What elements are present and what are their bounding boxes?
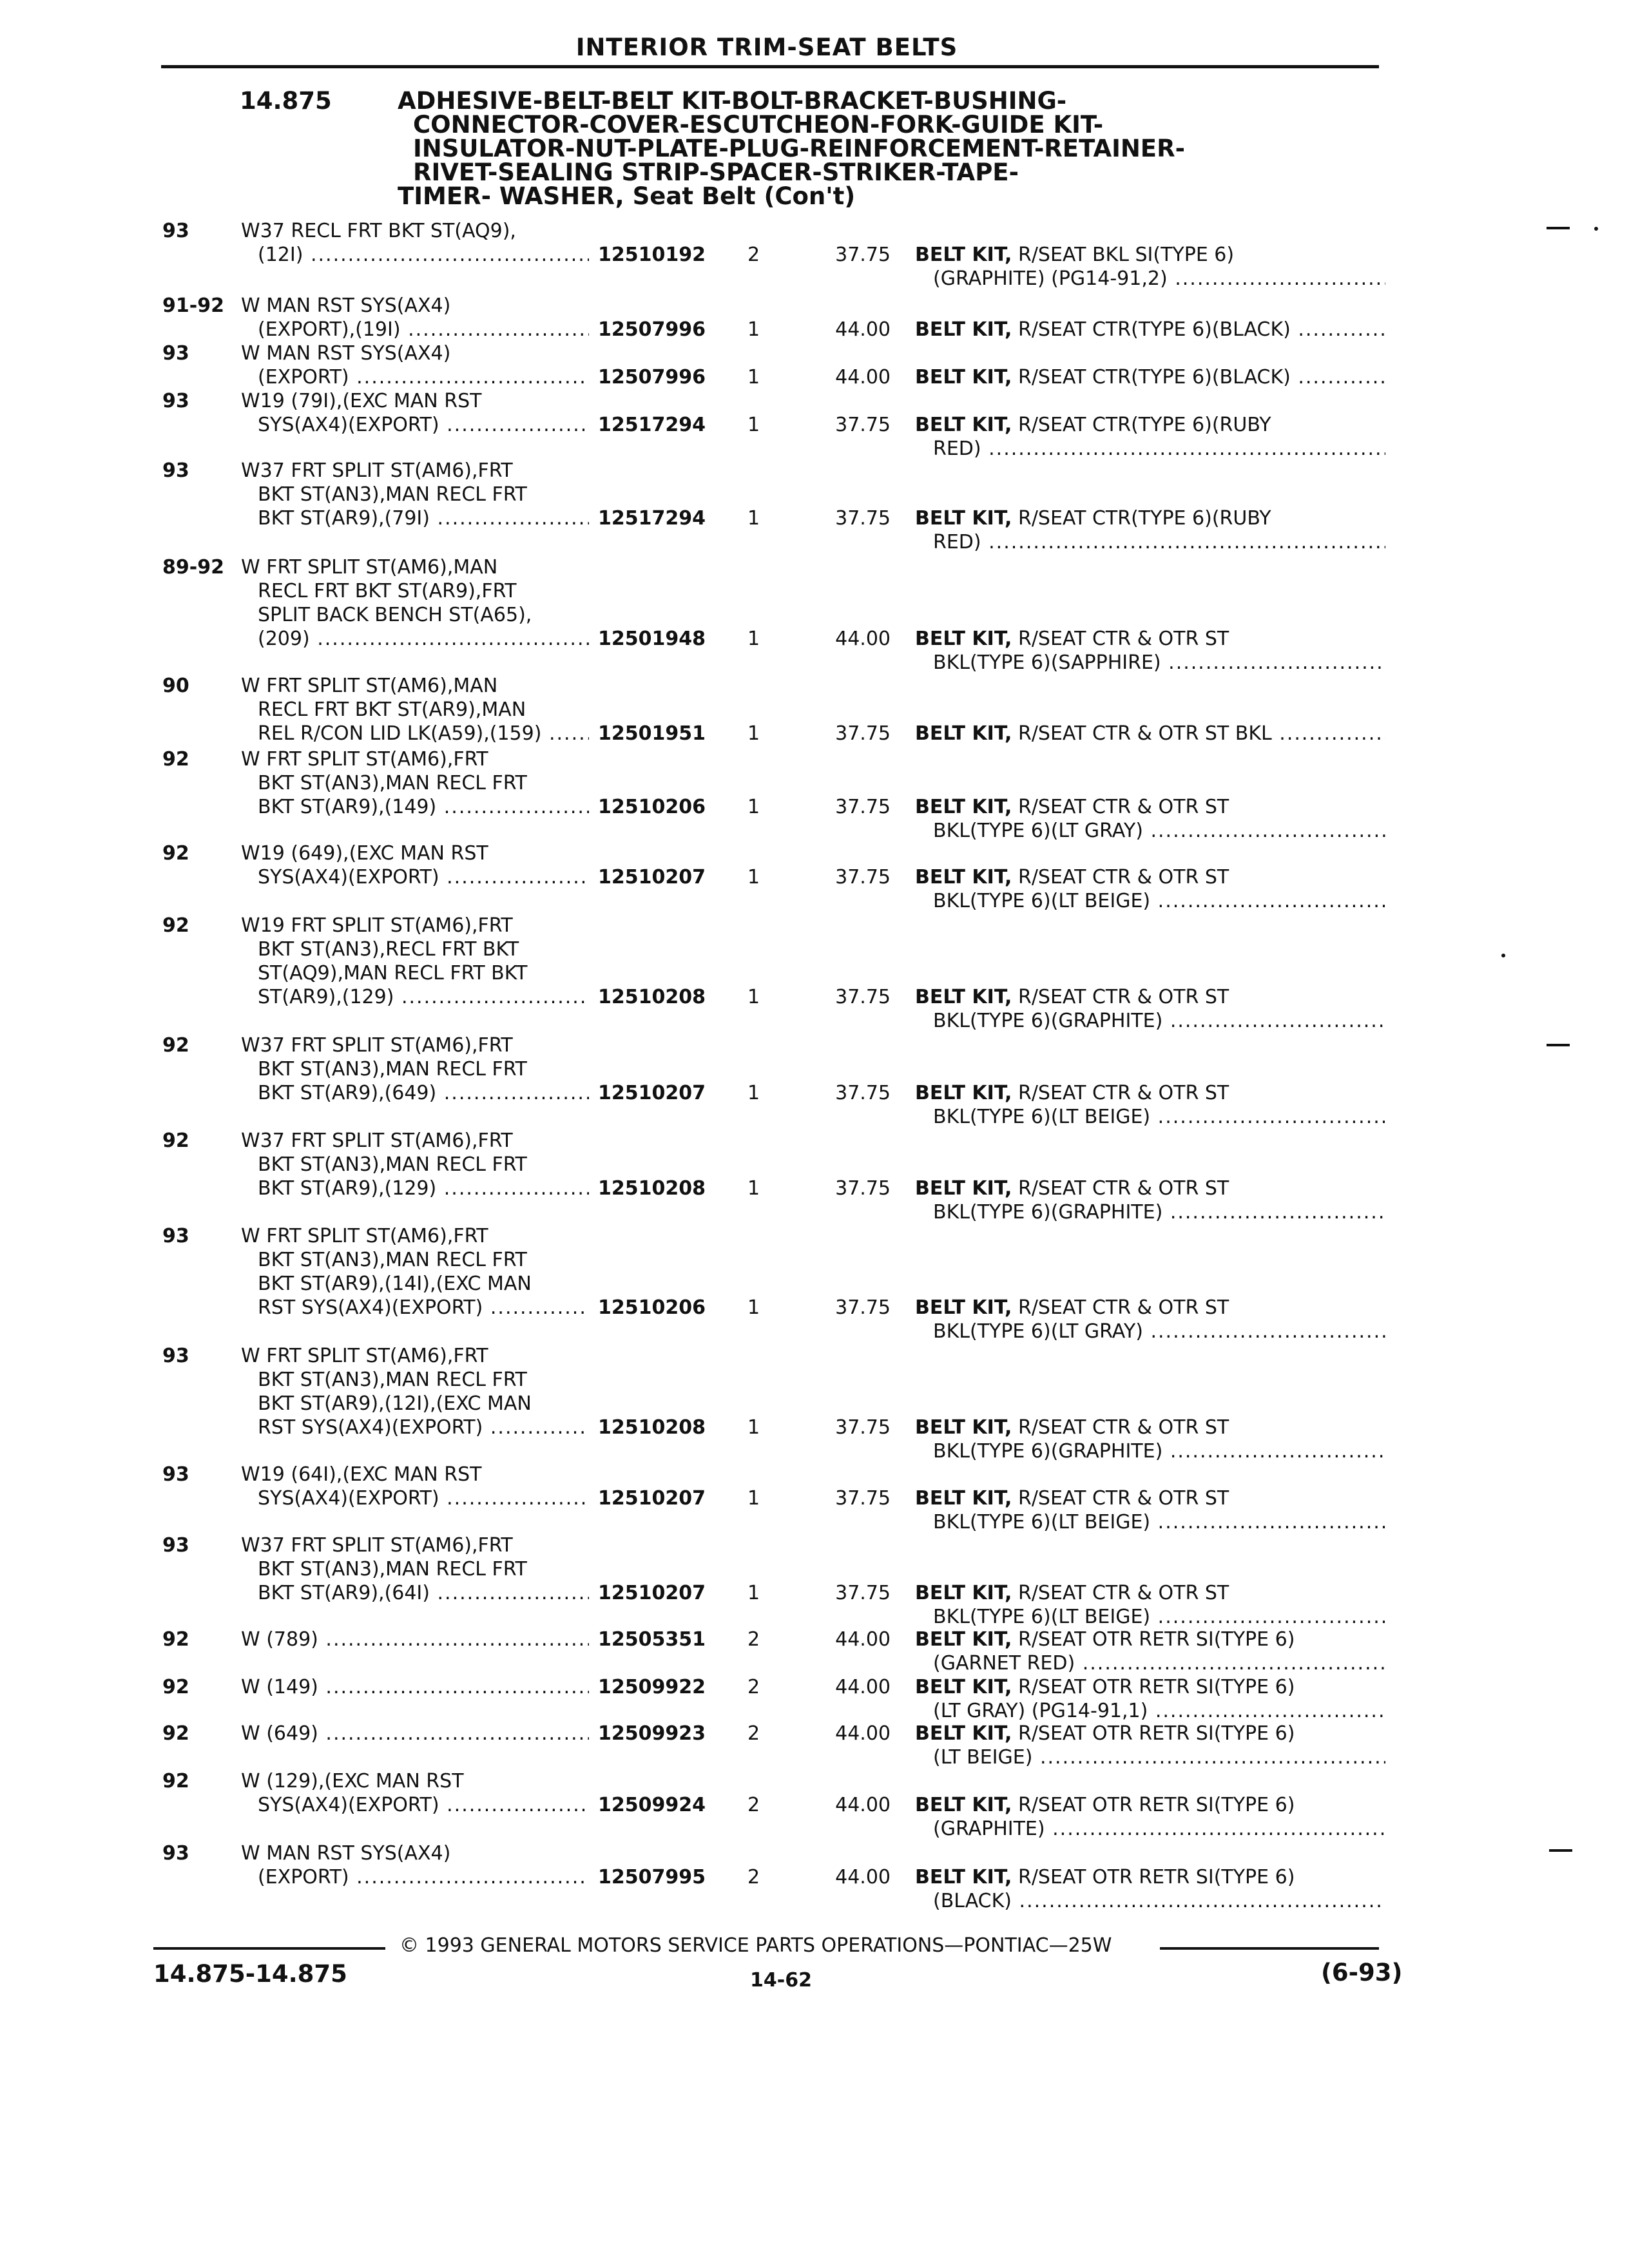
part-name [915,413,1385,461]
usage-line: W37 FRT SPLIT ST(AM6),FRT [241,1534,513,1557]
usage-line: SYS(AX4)(EXPORT) ..... [241,865,589,889]
scan-mark [1547,1044,1570,1046]
part-name-line: (GRAPHITE) ..... [915,1817,1385,1841]
quantity: 1 [747,507,760,530]
price: 44.00 [835,318,891,341]
usage-line: W37 FRT SPLIT ST(AM6),FRT [241,1034,513,1057]
quantity: 1 [747,1416,760,1439]
usage-line: W FRT SPLIT ST(AM6),FRT [241,1225,488,1247]
part-name-bold: BELT KIT, [915,628,1012,650]
part-name-bold: BELT KIT, [915,244,1012,266]
model-year: 92 [162,1770,189,1792]
usage-line: W (789) ..... [241,1628,589,1651]
part-name-text: R/SEAT CTR & OTR ST [1017,986,1229,1008]
part-name [915,1416,1385,1463]
part-name-bold: BELT KIT, [915,986,1012,1008]
usage-description [241,1628,589,1651]
usage-line: W (129),(EXC MAN RST [241,1770,464,1792]
part-name-bold: BELT KIT, [915,507,1012,530]
section-title-line: TIMER- WASHER, Seat Belt (Con't) [398,182,856,210]
part-name [915,1793,1385,1841]
price: 37.75 [835,1487,891,1510]
part-name [915,1581,1385,1629]
price: 37.75 [835,1582,891,1604]
price: 37.75 [835,1416,891,1439]
part-name-line: (GARNET RED) ..... [915,1651,1385,1675]
model-year: 93 [162,1345,189,1367]
model-year: 93 [162,1463,189,1486]
usage-description [241,1841,589,1889]
scan-mark [1547,227,1570,229]
model-year: 90 [162,675,189,697]
part-number: 12510208 [598,986,706,1008]
usage-line: W (649) ..... [241,1722,589,1745]
part-name-bold: BELT KIT, [915,1582,1012,1604]
usage-description [241,841,589,889]
price: 37.75 [835,414,891,436]
part-name-text: R/SEAT OTR RETR SI(TYPE 6) [1017,1794,1295,1816]
usage-description [241,1722,589,1745]
part-name-bold: BELT KIT, [915,796,1012,818]
usage-line: W FRT SPLIT ST(AM6),FRT [241,1345,488,1367]
part-name [915,985,1385,1033]
quantity: 1 [747,1582,760,1604]
usage-line: SYS(AX4)(EXPORT) ..... [241,1793,589,1817]
part-name-text: R/SEAT CTR & OTR ST [1017,866,1229,889]
part-name-bold: BELT KIT, [915,1722,1012,1745]
part-number: 12517294 [598,414,706,436]
usage-description [241,389,589,437]
model-year: 93 [162,1225,189,1247]
revision-date: (6-93) [1321,1959,1403,1986]
price: 37.75 [835,507,891,530]
usage-line: RST SYS(AX4)(EXPORT) ..... [241,1296,589,1320]
part-name-bold: BELT KIT, [915,1177,1012,1200]
part-name-line: BKL(TYPE 6)(SAPPHIRE) ..... [915,651,1385,675]
price: 37.75 [835,1177,891,1200]
section-title-line: ADHESIVE-BELT-BELT KIT-BOLT-BRACKET-BUSHING- [398,87,1067,115]
part-number: 12509922 [598,1676,706,1698]
model-year: 92 [162,1676,189,1698]
model-year: 91-92 [162,294,224,317]
model-year: 92 [162,1722,189,1745]
usage-line: W19 FRT SPLIT ST(AM6),FRT [241,914,513,937]
part-name-text: R/SEAT CTR & OTR ST [1017,1487,1229,1510]
part-name-line: BKL(TYPE 6)(LT GRAY) ..... [915,1320,1385,1343]
usage-line: (12I) ..... [241,243,589,267]
part-name [915,318,1385,341]
model-year: 92 [162,842,189,865]
part-name-bold: BELT KIT, [915,1628,1012,1651]
part-name-bold: BELT KIT, [915,722,1012,745]
price: 37.75 [835,986,891,1008]
model-year: 93 [162,1534,189,1557]
part-name [915,506,1385,554]
usage-line: ST(AQ9),MAN RECL FRT BKT [258,962,528,985]
part-name-line: BKL(TYPE 6)(LT BEIGE) ..... [915,1105,1385,1129]
part-name-bold: BELT KIT, [915,414,1012,436]
part-name [915,1628,1385,1675]
usage-line: BKT ST(AR9),(129) ..... [241,1177,589,1200]
quantity: 2 [747,244,760,266]
part-name-bold: BELT KIT, [915,866,1012,889]
usage-line: SYS(AX4)(EXPORT) ..... [241,413,589,437]
part-number: 12510207 [598,1082,706,1104]
part-name [915,1722,1385,1769]
part-number: 12510208 [598,1416,706,1439]
usage-line: (EXPORT) ..... [241,1865,589,1889]
part-name-text: R/SEAT OTR RETR SI(TYPE 6) [1017,1676,1295,1698]
part-name [915,1177,1385,1224]
part-name-text: R/SEAT CTR & OTR ST [1017,1416,1229,1439]
price: 44.00 [835,1722,891,1745]
part-number: 12505351 [598,1628,706,1651]
model-year: 89-92 [162,556,224,579]
model-year: 93 [162,459,189,482]
usage-line: RECL FRT BKT ST(AR9),MAN [258,698,526,721]
section-title-line: RIVET-SEALING STRIP-SPACER-STRIKER-TAPE- [413,159,1019,186]
price: 37.75 [835,1296,891,1319]
usage-line: RST SYS(AX4)(EXPORT) ..... [241,1416,589,1439]
usage-description [241,1533,589,1605]
part-name-line: (LT GRAY) (PG14-91,1) ..... [915,1699,1385,1723]
scan-mark [1501,954,1505,957]
part-name-line: BKL(TYPE 6)(LT BEIGE) ..... [915,889,1385,913]
page-header: INTERIOR TRIM-SEAT BELTS [575,34,958,61]
part-number: 12510207 [598,1582,706,1604]
part-name-line: RED) ..... [915,530,1385,554]
section-number: 14.875 [240,87,332,115]
part-name-line: BKL(TYPE 6)(LT GRAY) ..... [915,819,1385,843]
usage-line: BKT ST(AR9),(649) ..... [241,1081,589,1105]
usage-description [241,459,589,530]
price: 44.00 [835,628,891,650]
price: 37.75 [835,1082,891,1104]
section-title-line: INSULATOR-NUT-PLATE-PLUG-REINFORCEMENT-RETAINER- [413,135,1185,162]
usage-line: W37 FRT SPLIT ST(AM6),FRT [241,1129,513,1152]
part-name-text: R/SEAT CTR(TYPE 6)(BLACK) [1017,366,1291,389]
usage-description [241,1129,589,1200]
part-number: 12510206 [598,1296,706,1319]
copyright-notice: © 1993 GENERAL MOTORS SERVICE PARTS OPERATIONS—PONTIAC—25W [400,1934,1112,1957]
price: 44.00 [835,1866,891,1888]
usage-line: ST(AR9),(129) ..... [241,985,589,1009]
part-name-bold: BELT KIT, [915,1866,1012,1888]
quantity: 1 [747,722,760,745]
part-name-text: R/SEAT CTR & OTR ST [1017,1082,1229,1104]
model-year: 93 [162,1842,189,1865]
model-year: 92 [162,748,189,771]
usage-line: BKT ST(AN3),MAN RECL FRT [258,1153,527,1176]
quantity: 1 [747,1177,760,1200]
part-number: 12501948 [598,628,706,650]
part-name-text: R/SEAT BKL SI(TYPE 6) [1017,244,1235,266]
usage-description [241,747,589,819]
part-name [915,627,1385,675]
part-name-text: R/SEAT CTR & OTR ST [1017,796,1229,818]
usage-line: RECL FRT BKT ST(AR9),FRT [258,580,517,602]
usage-description [241,1675,589,1699]
usage-description [241,555,589,651]
part-name-bold: BELT KIT, [915,318,1012,341]
usage-line: W19 (64I),(EXC MAN RST [241,1463,482,1486]
quantity: 1 [747,628,760,650]
part-name-text: R/SEAT CTR & OTR ST BKL [1017,722,1272,745]
price: 44.00 [835,1794,891,1816]
part-name-text: R/SEAT OTR RETR SI(TYPE 6) [1017,1628,1295,1651]
part-name-line: BKL(TYPE 6)(LT BEIGE) ..... [915,1510,1385,1534]
price: 37.75 [835,244,891,266]
usage-line: (EXPORT),(19I) ..... [241,318,589,341]
footer-rule [153,1947,385,1950]
part-name [915,865,1385,913]
usage-description [241,914,589,1009]
usage-line: W19 (649),(EXC MAN RST [241,842,488,865]
part-name-bold: BELT KIT, [915,1487,1012,1510]
part-name-line: RED) ..... [915,437,1385,461]
model-year: 93 [162,390,189,412]
part-name-text: R/SEAT CTR(TYPE 6)(RUBY [1017,414,1271,436]
price: 37.75 [835,866,891,889]
model-year: 92 [162,1129,189,1152]
part-number: 12517294 [598,507,706,530]
usage-description [241,1463,589,1510]
quantity: 2 [747,1866,760,1888]
part-name-bold: BELT KIT, [915,1416,1012,1439]
part-name-text: R/SEAT CTR & OTR ST [1017,1582,1229,1604]
part-name-text: R/SEAT CTR(TYPE 6)(BLACK) [1017,318,1291,341]
usage-line: BKT ST(AN3),MAN RECL FRT [258,1558,527,1581]
usage-line: REL R/CON LID LK(A59),(159) ..... [241,722,589,745]
part-name-bold: BELT KIT, [915,1082,1012,1104]
part-name [915,722,1385,745]
scan-mark [1549,1849,1572,1852]
part-number: 12510192 [598,244,706,266]
part-name-text: R/SEAT CTR & OTR ST [1017,1177,1229,1200]
part-name-bold: BELT KIT, [915,1794,1012,1816]
usage-description [241,1224,589,1320]
usage-line: (EXPORT) ..... [241,365,589,389]
part-number: 12510207 [598,1487,706,1510]
usage-description [241,1769,589,1817]
quantity: 1 [747,986,760,1008]
usage-line: BKT ST(AR9),(64I) ..... [241,1581,589,1605]
usage-line: W FRT SPLIT ST(AM6),MAN [241,675,498,697]
part-name-line: BKL(TYPE 6)(LT BEIGE) ..... [915,1605,1385,1629]
usage-line: (209) ..... [241,627,589,651]
usage-line: BKT ST(AN3),MAN RECL FRT [258,1249,527,1271]
page-number: 14-62 [750,1969,812,1992]
part-name [915,243,1385,291]
part-name-text: R/SEAT CTR(TYPE 6)(RUBY [1017,507,1271,530]
usage-line: W FRT SPLIT ST(AM6),MAN [241,556,498,579]
part-number: 12507995 [598,1866,706,1888]
price: 44.00 [835,1628,891,1651]
price: 37.75 [835,722,891,745]
model-year: 92 [162,914,189,937]
usage-line: W MAN RST SYS(AX4) [241,294,451,317]
part-number: 12501951 [598,722,706,745]
usage-description [241,341,589,389]
part-name-text: R/SEAT CTR & OTR ST [1017,1296,1229,1319]
part-name-text: R/SEAT OTR RETR SI(TYPE 6) [1017,1722,1295,1745]
quantity: 1 [747,1082,760,1104]
usage-description [241,1344,589,1439]
part-name-text: R/SEAT OTR RETR SI(TYPE 6) [1017,1866,1295,1888]
usage-line: BKT ST(AN3),MAN RECL FRT [258,1369,527,1391]
usage-description [241,1033,589,1105]
model-year: 92 [162,1628,189,1651]
usage-line: W19 (79I),(EXC MAN RST [241,390,482,412]
usage-line: BKT ST(AN3),MAN RECL FRT [258,483,527,506]
quantity: 1 [747,796,760,818]
quantity: 1 [747,1487,760,1510]
usage-line: W MAN RST SYS(AX4) [241,1842,451,1865]
quantity: 1 [747,414,760,436]
model-year: 93 [162,220,189,242]
part-number: 12510208 [598,1177,706,1200]
usage-line: BKT ST(AR9),(14I),(EXC MAN [258,1273,532,1295]
part-name [915,1486,1385,1534]
part-name [915,1865,1385,1913]
usage-line: BKT ST(AN3),RECL FRT BKT [258,938,519,961]
part-name-line: BKL(TYPE 6)(GRAPHITE) ..... [915,1009,1385,1033]
part-number: 12507996 [598,318,706,341]
part-name-bold: BELT KIT, [915,1676,1012,1698]
usage-line: SPLIT BACK BENCH ST(A65), [258,604,532,626]
part-number: 12510207 [598,866,706,889]
price: 44.00 [835,1676,891,1698]
quantity: 2 [747,1628,760,1651]
quantity: 1 [747,318,760,341]
part-name [915,795,1385,843]
scan-mark [1594,227,1598,231]
usage-line: W (149) ..... [241,1675,589,1699]
part-name-text: R/SEAT CTR & OTR ST [1017,628,1229,650]
price: 44.00 [835,366,891,389]
usage-line: BKT ST(AR9),(12I),(EXC MAN [258,1392,532,1415]
section-range: 14.875-14.875 [153,1960,347,1988]
usage-line: W FRT SPLIT ST(AM6),FRT [241,748,488,771]
part-name-line: (GRAPHITE) (PG14-91,2) ..... [915,267,1385,291]
model-year: 92 [162,1034,189,1057]
usage-description [241,294,589,341]
part-name [915,1081,1385,1129]
part-number: 12509924 [598,1794,706,1816]
model-year: 93 [162,342,189,365]
part-number: 12510206 [598,796,706,818]
part-name-bold: BELT KIT, [915,1296,1012,1319]
section-title-line: CONNECTOR-COVER-ESCUTCHEON-FORK-GUIDE KIT- [413,111,1104,139]
part-name-line: (LT BEIGE) ..... [915,1745,1385,1769]
quantity: 1 [747,366,760,389]
quantity: 2 [747,1722,760,1745]
part-name-line: BKL(TYPE 6)(GRAPHITE) ..... [915,1200,1385,1224]
part-name [915,1296,1385,1343]
part-name-line: (BLACK) ..... [915,1889,1385,1913]
usage-line: W MAN RST SYS(AX4) [241,342,451,365]
usage-line: SYS(AX4)(EXPORT) ..... [241,1486,589,1510]
part-name-bold: BELT KIT, [915,366,1012,389]
footer-rule [1160,1947,1379,1950]
part-name [915,365,1385,389]
usage-line: BKT ST(AR9),(79I) ..... [241,506,589,530]
usage-line: BKT ST(AN3),MAN RECL FRT [258,1058,527,1081]
quantity: 1 [747,1296,760,1319]
price: 37.75 [835,796,891,818]
quantity: 2 [747,1794,760,1816]
quantity: 2 [747,1676,760,1698]
usage-line: BKT ST(AR9),(149) ..... [241,795,589,819]
part-name-line: BKL(TYPE 6)(GRAPHITE) ..... [915,1439,1385,1463]
usage-description [241,219,589,267]
usage-line: W37 FRT SPLIT ST(AM6),FRT [241,459,513,482]
usage-description [241,674,589,745]
part-name [915,1675,1385,1723]
part-number: 12509923 [598,1722,706,1745]
part-number: 12507996 [598,366,706,389]
quantity: 1 [747,866,760,889]
usage-line: BKT ST(AN3),MAN RECL FRT [258,772,527,794]
usage-line: W37 RECL FRT BKT ST(AQ9), [241,220,516,242]
